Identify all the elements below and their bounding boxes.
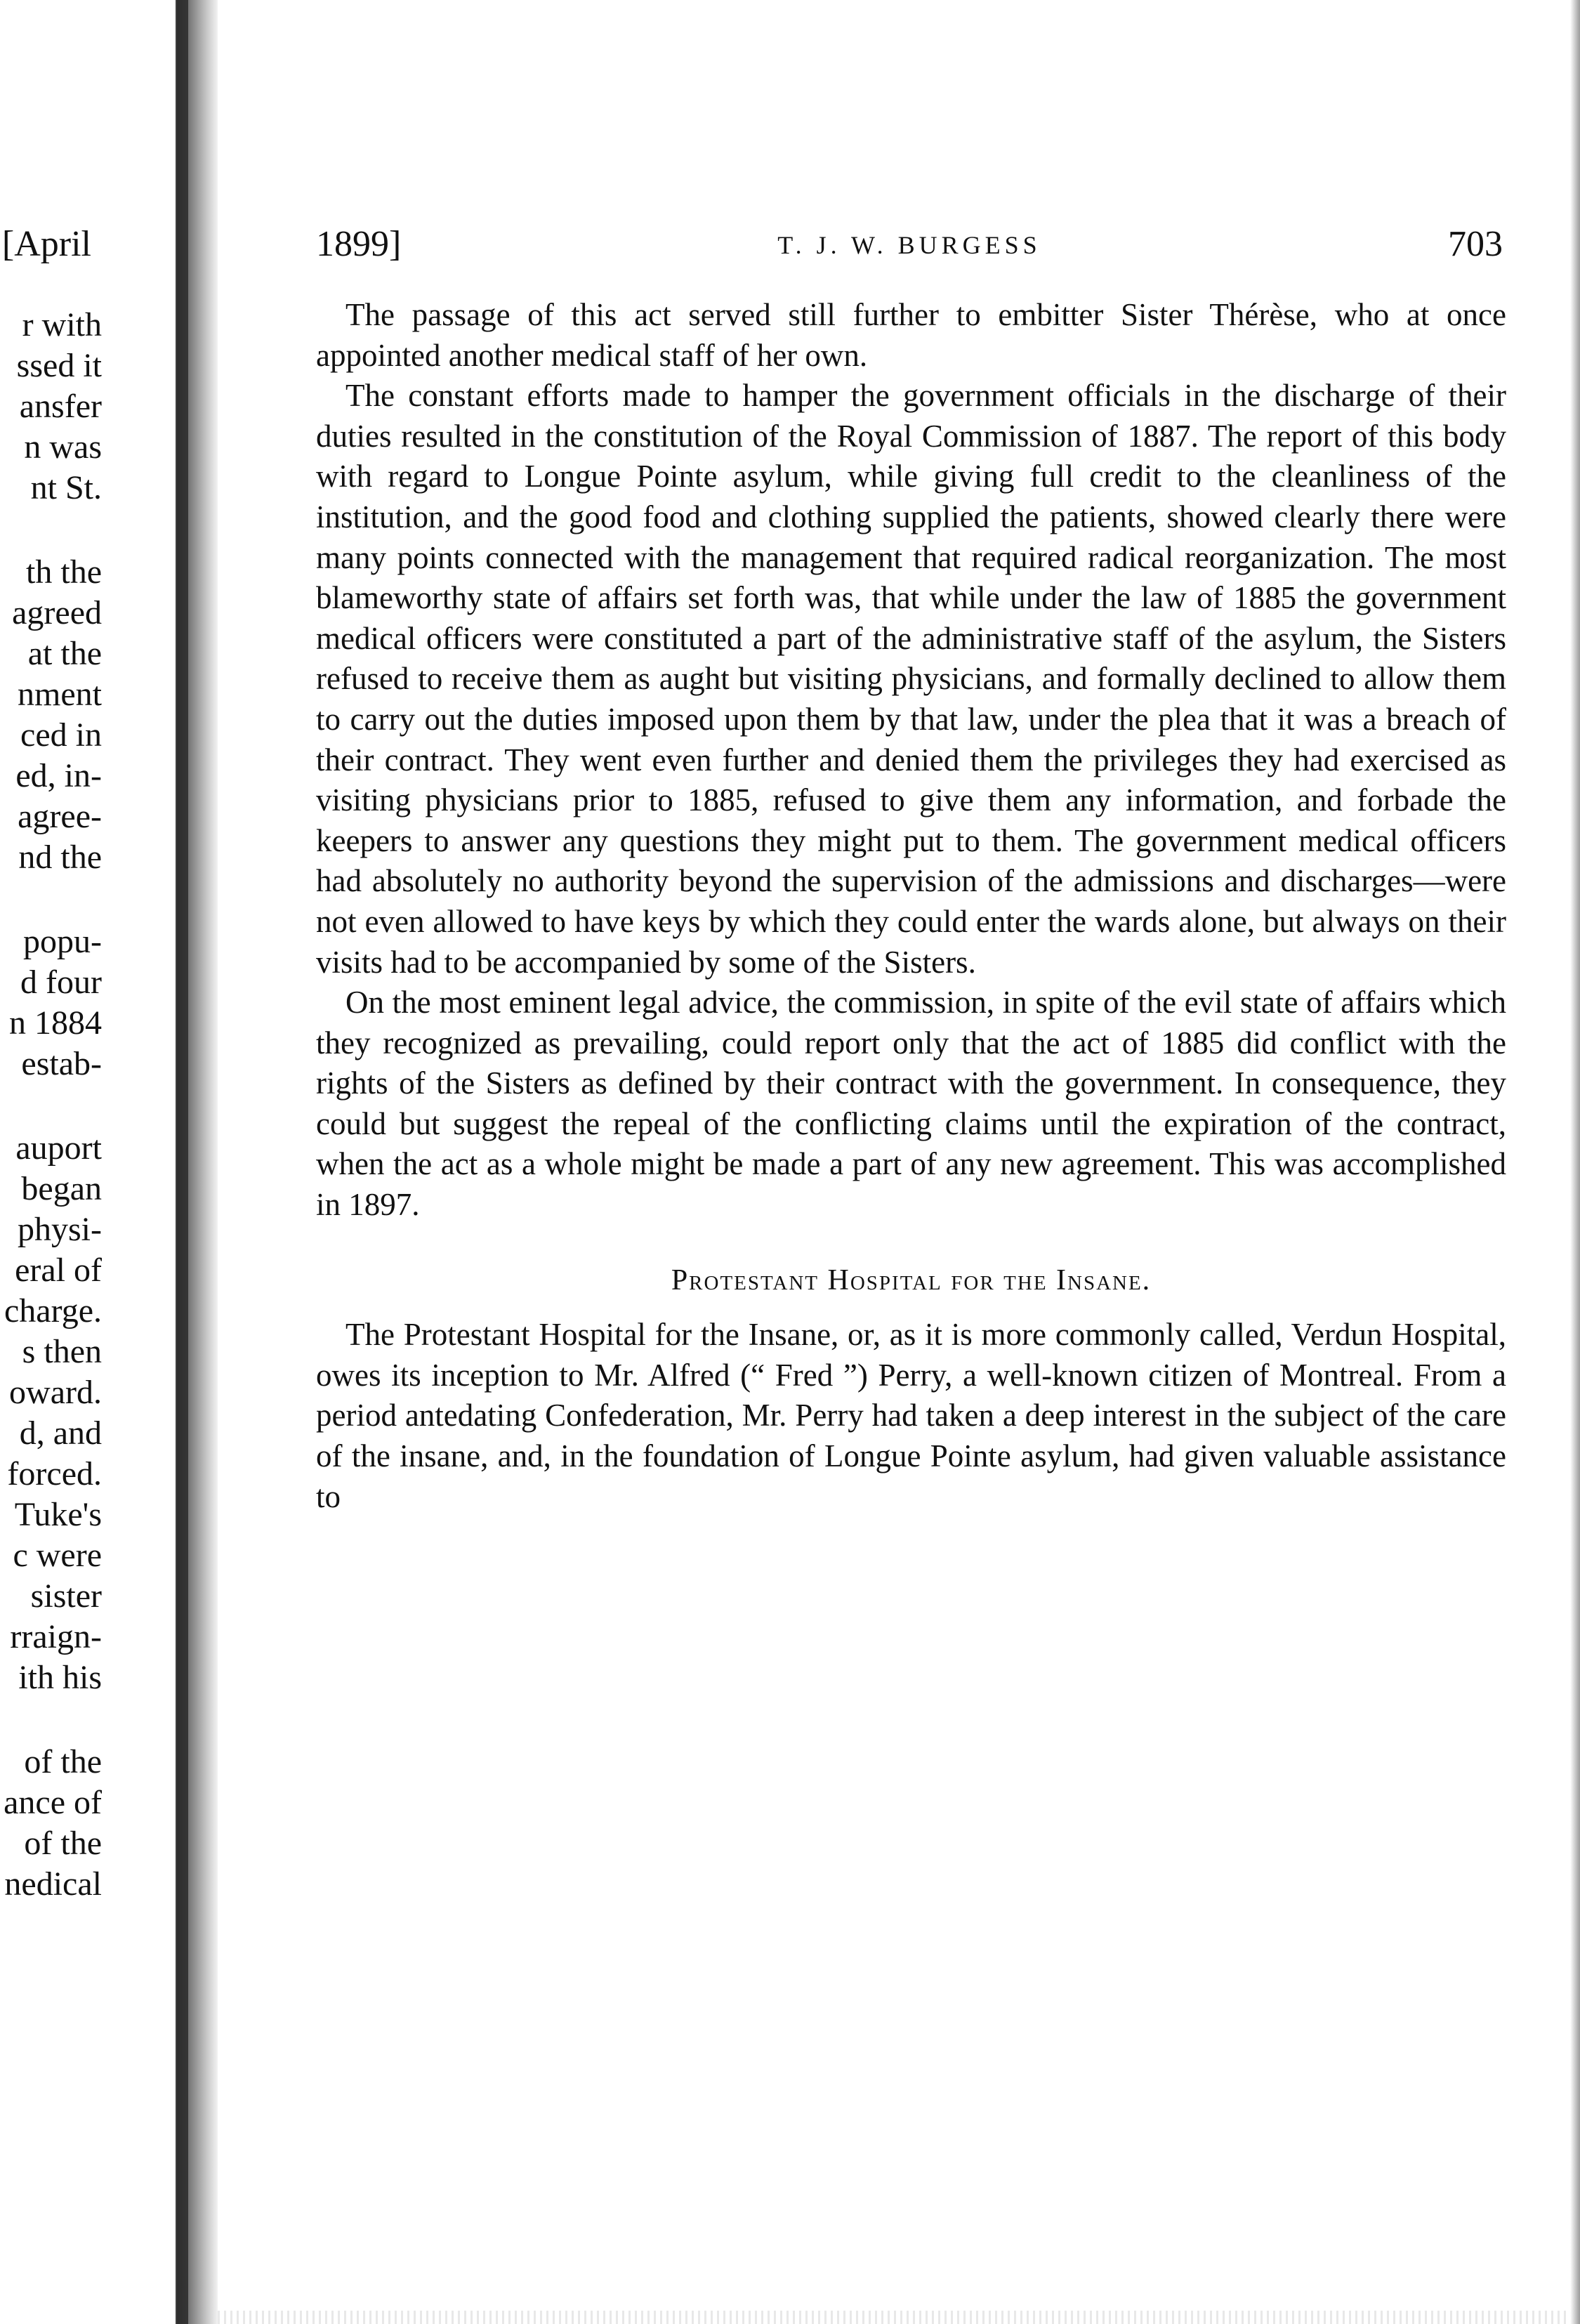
facing-page-line: n was bbox=[24, 428, 102, 466]
facing-page-line: physi- bbox=[18, 1211, 102, 1248]
facing-page-line: ith his bbox=[18, 1659, 102, 1696]
facing-page-line: auport bbox=[15, 1129, 102, 1167]
facing-page-line: of the bbox=[24, 1743, 102, 1780]
facing-page-line: of the bbox=[24, 1825, 102, 1862]
facing-page-line: forced. bbox=[7, 1455, 102, 1492]
facing-page-line: oward. bbox=[9, 1374, 102, 1411]
facing-page-line: r with bbox=[22, 306, 102, 343]
facing-page-header: [April bbox=[1, 224, 91, 264]
facing-page-line: at the bbox=[27, 635, 102, 672]
facing-page-line: d four bbox=[20, 964, 102, 1001]
header-year: 1899] bbox=[316, 224, 402, 264]
facing-page-line: popu- bbox=[23, 923, 102, 960]
binding-shadow bbox=[177, 0, 188, 2324]
facing-page-line: ssed it bbox=[16, 347, 102, 384]
page-bottom-edge bbox=[218, 2311, 1580, 2324]
facing-page-line: ced in bbox=[20, 716, 102, 754]
facing-page-line: n 1884 bbox=[9, 1004, 102, 1042]
facing-page-line: agree- bbox=[18, 798, 102, 835]
page-right-edge bbox=[1570, 0, 1580, 2324]
facing-page-line: ansfer bbox=[19, 388, 102, 425]
facing-page-line: nd the bbox=[18, 839, 102, 876]
facing-page-line: nment bbox=[18, 676, 102, 713]
section-heading: Protestant Hospital for the Insane. bbox=[671, 1263, 1152, 1296]
facing-page-line: eral of bbox=[15, 1252, 102, 1289]
facing-page-line: th the bbox=[26, 553, 102, 591]
facing-page bbox=[0, 0, 176, 2324]
paragraph: The passage of this act served still further to embitter Sister Thérèse, who at once appointed another medical staff of her own. bbox=[316, 297, 1506, 373]
main-page bbox=[218, 0, 1580, 2324]
facing-page-line: s then bbox=[22, 1333, 102, 1370]
facing-page-line: ed, in- bbox=[15, 757, 102, 794]
facing-page-line: nt St. bbox=[30, 469, 102, 506]
body-text bbox=[316, 295, 1506, 1517]
paragraph: The constant efforts made to hamper the government officials in the discharge of their duties resulted in the constitution of the Royal Commission of 1887. The report of this body with regard to Longue Pointe asylum, while giving full credit to the cleanliness of the institution, and the good food and clothing supplied the patients, showed clearly there were many points connected with the management that required radical reorganization. The most blameworthy state of affairs set forth was, that while under the law of 1885 the government medical officers were constituted a part of the administrative staff of the asylum, the Sisters refused to receive them as aught but visiting physicians, and formally declined to allow them to carry out the duties imposed upon them by that law, under the plea that it was a breach of their contract. They went even further and denied them the privileges they had exercised as visiting physicians prior to 1885, refused to give them any information, and forbade the keepers to answer any questions they might put to them. The government medical officers had absolutely no authority beyond the supervision of the admissions and discharges—were not even allowed to have keys by which they could enter the wards alone, but always on their visits had to be accompanied by some of the Sisters. bbox=[316, 378, 1506, 980]
facing-page-line: began bbox=[21, 1170, 102, 1207]
facing-page-line: rraign- bbox=[10, 1618, 102, 1655]
facing-page-line: nedical bbox=[4, 1865, 102, 1903]
facing-page-line: Tuke's bbox=[14, 1496, 102, 1533]
header-author: T. J. W. BURGESS bbox=[777, 231, 1041, 259]
facing-page-line: sister bbox=[30, 1577, 102, 1615]
paragraph: On the most eminent legal advice, the commission, in spite of the evil state of affairs which they recognized as prevailing, could report only that the act of 1885 did conflict with the rights of the Sisters as defined by their contract with the government. In consequence, they could but suggest the repeal of the conflicting claims until the expiration of the contract, when the act as a whole might be made a part of any new agreement. This was accomplished in 1897. bbox=[316, 985, 1506, 1223]
facing-page-line: estab- bbox=[21, 1045, 102, 1082]
facing-page-line: ance of bbox=[4, 1784, 102, 1821]
paragraph: The Protestant Hospital for the Insane, or, as it is more commonly called, Verdun Hospital, owes its inception to Mr. Alfred (“ Fred ”) Perry, a well-known citizen of Montreal. From a period antedating Confederation, Mr. Perry had taken a deep interest in the subject of the care of the insane, and, in the foundation of Longue Pointe asylum, had given valuable assistance to bbox=[316, 1317, 1506, 1514]
running-head bbox=[316, 223, 1503, 273]
facing-page-line: charge. bbox=[4, 1292, 102, 1330]
page-number: 703 bbox=[1448, 224, 1503, 264]
facing-page-line: d, and bbox=[19, 1414, 102, 1452]
facing-page-line: agreed bbox=[12, 594, 102, 631]
facing-page-line: c were bbox=[13, 1537, 102, 1574]
